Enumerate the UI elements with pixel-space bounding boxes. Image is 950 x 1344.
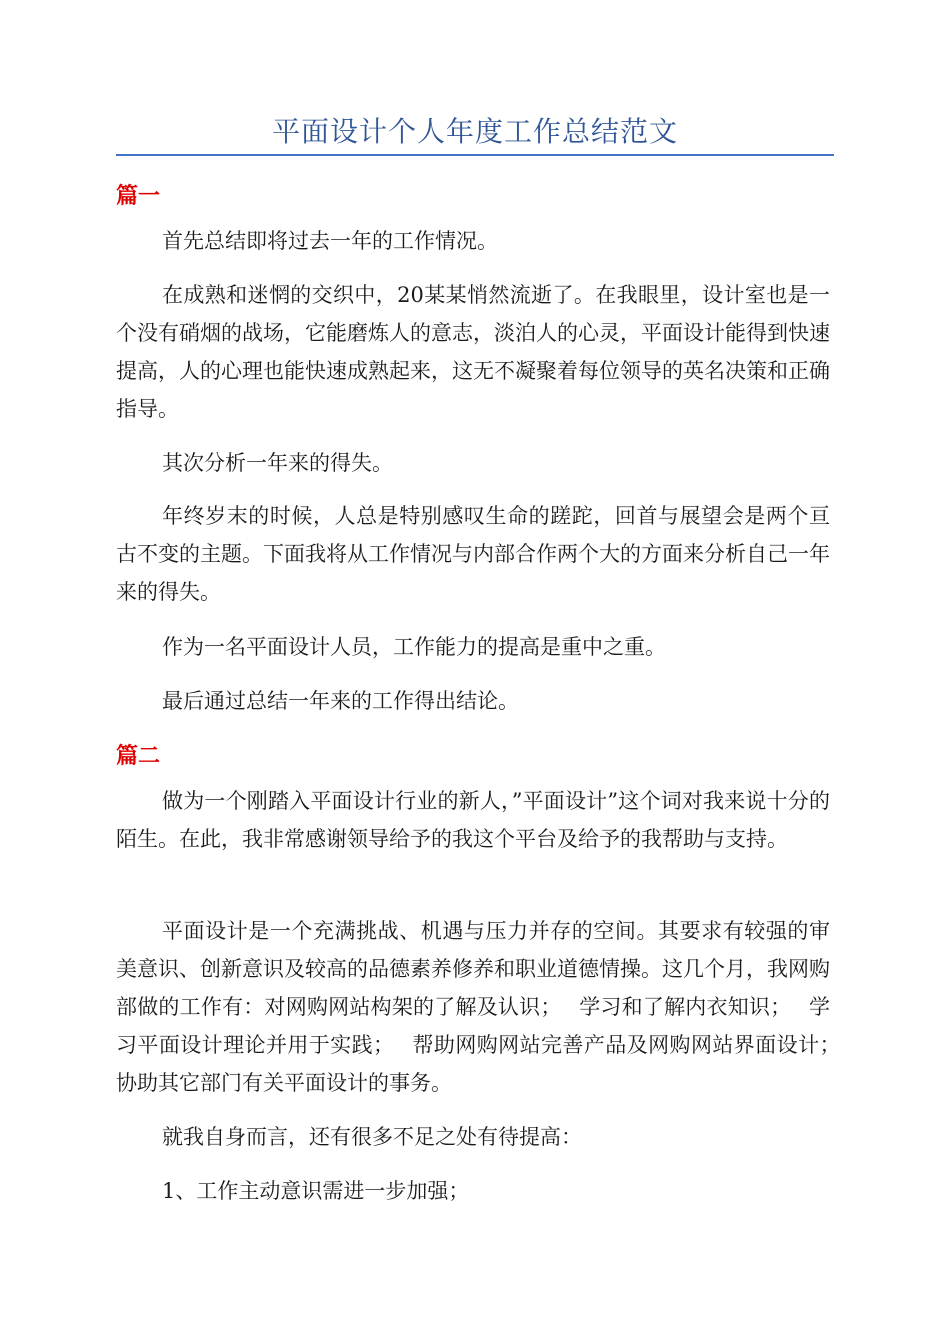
paragraph: 就我自身而言，还有很多不足之处有待提高： bbox=[162, 1125, 582, 1149]
document-title: 平面设计个人年度工作总结范文 bbox=[271, 115, 678, 148]
paragraph: 平面设计是一个充满挑战、机遇与压力并存的空间。其要求有较强的审美意识、创新意识及较高的品德素养修养和职业道德情操。这几个月，我网购部做的工作有：对网购网站构架的了解及认识； 学习和了解内衣知识； 学习平面设计理论并用于实践； 帮助网购网站完善产品及网购网站界面设计； 协助其它部门有关平面设计的事务。 bbox=[116, 919, 851, 1095]
paragraph: 年终岁末的时候，人总是特别感叹生命的蹉跎，回首与展望会是两个亘古不变的主题。下面我将从工作情况与内部合作两个大的方面来分析自己一年来的得失。 bbox=[116, 504, 830, 604]
section-heading-1: 篇一 bbox=[116, 183, 161, 209]
section-heading-2: 篇二 bbox=[116, 743, 161, 769]
paragraph: 其次分析一年来的得失。 bbox=[162, 451, 393, 475]
paragraph: 最后通过总结一年来的工作得出结论。 bbox=[162, 689, 519, 713]
paragraph: 做为一个刚踏入平面设计行业的新人，”平面设计”这个词对我来说十分的陌生。在此，我非常感谢领导给予的我这个平台及给予的我帮助与支持。 bbox=[116, 789, 830, 851]
paragraph: 首先总结即将过去一年的工作情况。 bbox=[162, 229, 498, 253]
title-underline bbox=[116, 154, 834, 156]
paragraph: 在成熟和迷惘的交织中，20某某悄然流逝了。在我眼里，设计室也是一个没有硝烟的战场，它能磨炼人的意志，淡泊人的心灵，平面设计能得到快速提高，人的心理也能快速成熟起来，这无不凝聚着每位领导的英名决策和正确指导。 bbox=[116, 283, 830, 421]
paragraph: 作为一名平面设计人员，工作能力的提高是重中之重。 bbox=[162, 635, 666, 659]
paragraph: 1、工作主动意识需进一步加强； bbox=[162, 1179, 470, 1203]
